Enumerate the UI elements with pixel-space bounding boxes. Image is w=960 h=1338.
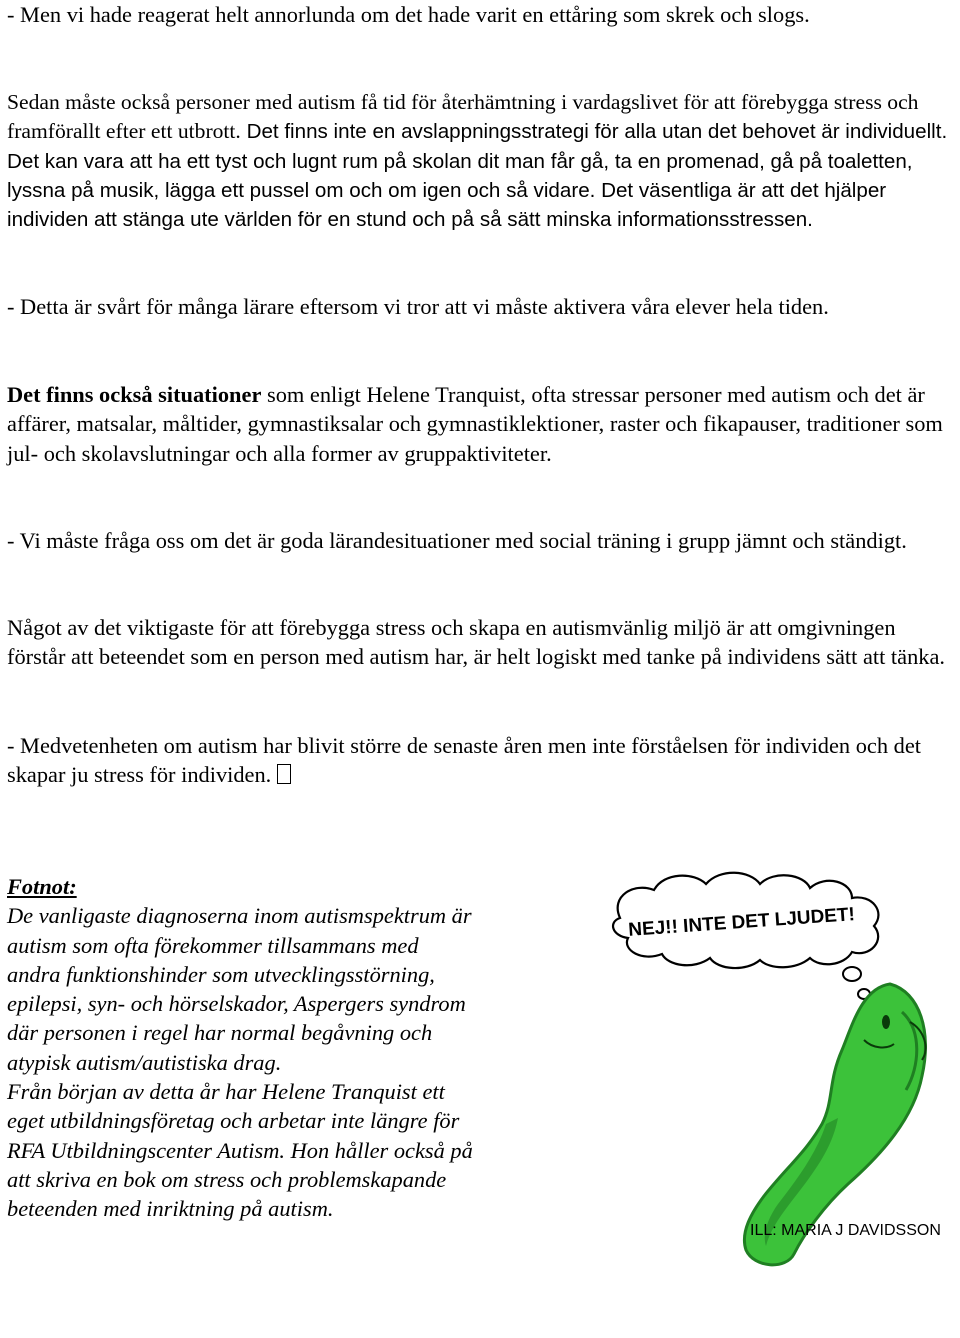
- paragraph-5: - Vi måste fråga oss om det är goda lärandesituationer med social träning i grupp jämnt och ständigt.: [7, 528, 907, 553]
- footnote-text-diagnoses: De vanligaste diagnoserna inom autismspektrum är autism som ofta förekommer tillsammans med andra funktionshinder som utvecklingsstörning, epilepsi, syn- och hörselskador, Aspergers syndrom där personen i regel har normal begåvning och atypisk autism/autistiska drag.: [7, 903, 472, 1075]
- paragraph-7: [7, 731, 955, 790]
- speech-text: NEJ!! INTE DET LJUDET!: [627, 904, 856, 941]
- paragraph-4: [7, 380, 955, 468]
- paragraph-3: - Detta är svårt för många lärare eftersom vi tror att vi måste aktivera våra elever hela tiden.: [7, 294, 829, 319]
- paragraph-2-sans-part: Det finns inte en avslappningsstrategi för alla utan det behovet är individuellt. Det kan vara att ha ett tyst och lugnt rum på skolan dit man får gå, ta en promenad, gå på toaletten, lyssna på musik, lägga ett pussel om och om igen och så vidare. Det väsentliga är att det hjälper individen att stänga ute världen för en stund och på så sätt minska informationsstressen.: [7, 120, 948, 232]
- illustration-credit: ILL: MARIA J DAVIDSSON: [750, 1222, 941, 1239]
- footnote-text-tranquist: Från början av detta år har Helene Tranquist ett eget utbildningsföretag och arbetar inte längre för RFA Utbildningscenter Autism. Hon håller också på att skriva en bok om stress och problemskapande beteenden med inriktning på autism.: [7, 1079, 473, 1222]
- thought-bubble-icon: [843, 967, 861, 981]
- illustration: [590, 862, 960, 1282]
- footnote-title: Fotnot:: [7, 874, 77, 899]
- paragraph-7-text: - Medvetenheten om autism har blivit större de senaste åren men inte förståelsen för individen och det skapar ju stress för individen.: [7, 733, 921, 788]
- paragraph-2-serif-part: Sedan måste också personer med autism få tid för återhämtning i vardagslivet för att förebygga stress och framförallt efter ett utbrott.: [7, 90, 919, 144]
- paragraph-1: - Men vi hade reagerat helt annorlunda om det hade varit en ettåring som skrek och slogs.: [7, 2, 810, 27]
- paragraph-4-rest: som enligt Helene Tranquist, ofta stressar personer med autism och det är affärer, matsalar, måltider, gymnastiksalar och gymnastiklektioner, raster och fikapauser, traditioner som jul- och skolavslutningar och alla former av gruppaktiviteter.: [7, 382, 943, 466]
- paragraph-4-bold-lead: Det finns också situationer: [7, 382, 262, 407]
- end-square-icon: [277, 764, 291, 784]
- paragraph-6: Något av det viktigaste för att förebygga stress och skapa en autismvänlig miljö är att omgivningen förstår att beteendet som en person med autism har, är helt logiskt med tanke på individens sätt att tänka.: [7, 615, 946, 670]
- footnote: [7, 872, 477, 1224]
- paragraph-2: [7, 88, 955, 234]
- green-character-eye: [882, 1015, 890, 1029]
